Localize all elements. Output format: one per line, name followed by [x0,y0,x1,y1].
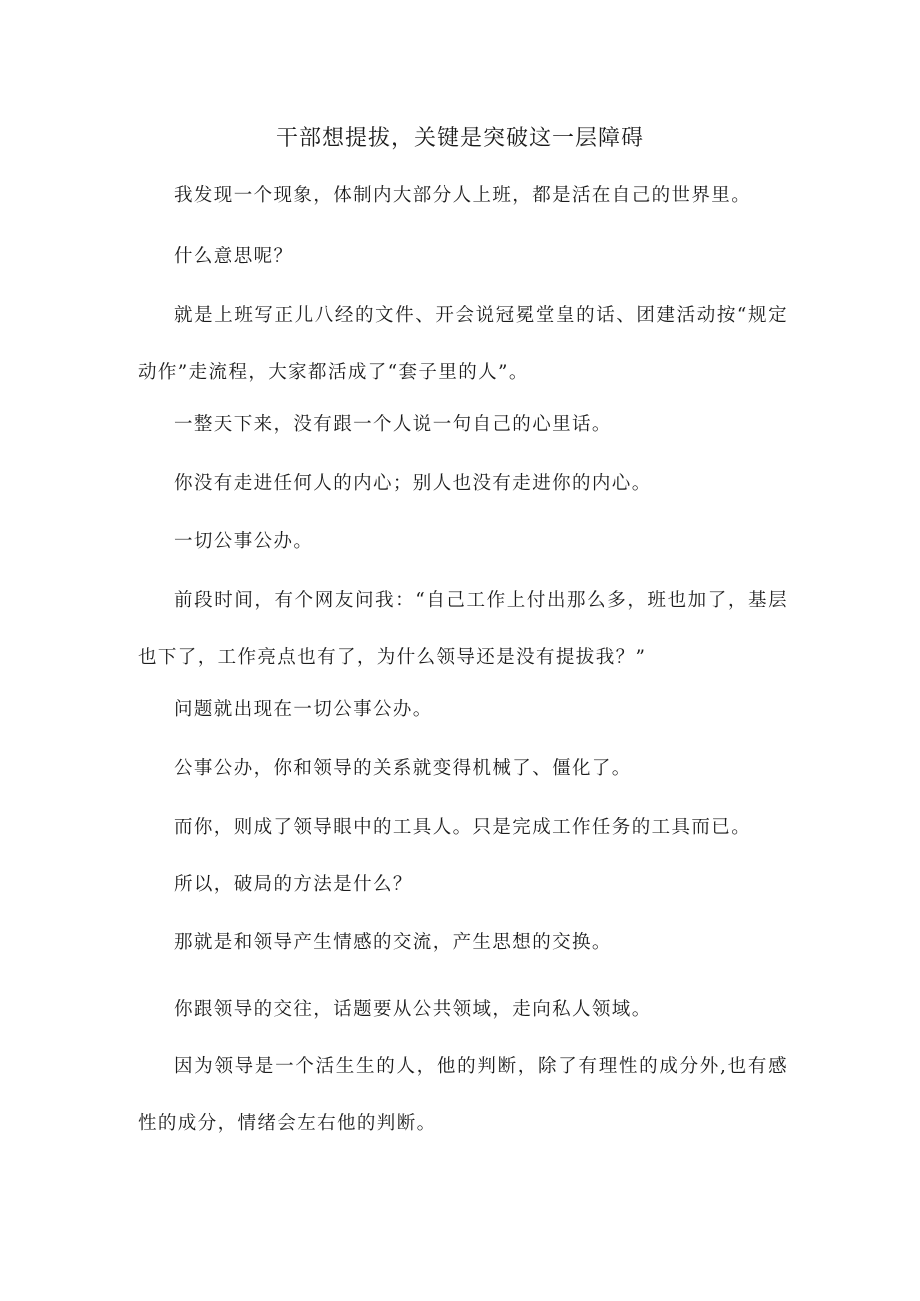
document-title: 干部想提拔，关键是突破这一层障碍 [275,126,644,151]
paragraph: 问题就出现在一切公事公办。 [174,699,433,720]
paragraph: 一整天下来，没有跟一个人说一句自己的心里话。 [174,414,612,435]
paragraph: 你没有走进任何人的内心；别人也没有走进你的内心。 [174,473,652,494]
paragraph: 你跟领导的交往，话题要从公共领域，走向私人领域。 [174,999,652,1020]
paragraph: 所以，破局的方法是什么？ [174,874,413,895]
paragraph: 我发现一个现象，体制内大部分人上班，都是活在自己的世界里。 [174,185,752,206]
paragraph: 那就是和领导产生情感的交流，产生思想的交换。 [174,932,612,953]
paragraph: 一切公事公办。 [174,531,314,552]
paragraph: 而你，则成了领导眼中的工具人。只是完成工作任务的工具而已。 [174,817,752,838]
paragraph: 什么意思呢？ [174,246,294,267]
paragraph: 就是上班写正儿八经的文件、开会说冠冕堂皇的话、团建活动按“规定动作”走流程，大家都活成了“套子里的人”。 [138,305,788,383]
paragraph: 前段时间，有个网友问我：“自己工作上付出那么多，班也加了，基层也下了，工作亮点也有了，为什么领导还是没有提拔我？” [138,590,788,668]
paragraph: 因为领导是一个活生生的人，他的判断，除了有理性的成分外,也有感性的成分，情绪会左右他的判断。 [138,1056,788,1134]
paragraph: 公事公办，你和领导的关系就变得机械了、僵化了。 [174,758,632,779]
